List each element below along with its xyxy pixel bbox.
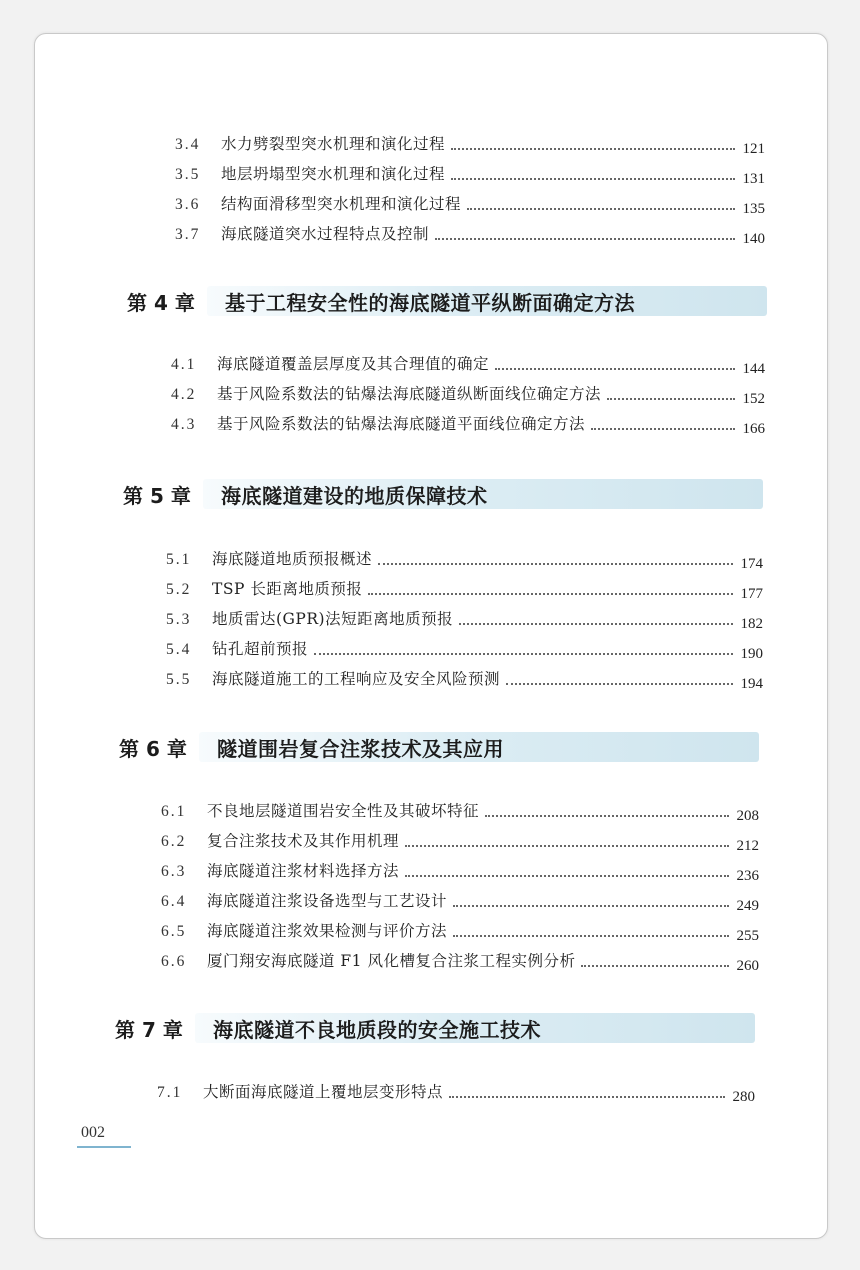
dot-leader xyxy=(449,1095,724,1098)
chapter-label: 第 7 章 xyxy=(115,1017,183,1042)
toc-entry[interactable] xyxy=(166,607,763,631)
toc-entry[interactable] xyxy=(166,547,763,571)
toc-entry[interactable] xyxy=(161,859,759,883)
dot-leader xyxy=(453,904,728,907)
entry-page: 212 xyxy=(736,838,759,854)
entry-number: 6.5 xyxy=(161,923,187,940)
toc-entry[interactable] xyxy=(161,799,759,823)
book-page xyxy=(34,33,828,1239)
entry-title: 结构面滑移型突水机理和演化过程 xyxy=(221,195,462,213)
entry-title: TSP 长距离地质预报 xyxy=(212,580,363,598)
entry-number: 5.3 xyxy=(166,611,192,628)
entry-number: 5.2 xyxy=(166,581,192,598)
entry-title: 海底隧道施工的工程响应及安全风险预测 xyxy=(212,670,501,688)
entry-page: 121 xyxy=(742,141,765,157)
entry-page: 131 xyxy=(742,171,765,187)
entry-title: 水力劈裂型突水机理和演化过程 xyxy=(221,135,446,153)
entry-number: 6.3 xyxy=(161,863,187,880)
toc-entry[interactable] xyxy=(161,889,759,913)
entry-number: 5.1 xyxy=(166,551,192,568)
entry-page: 182 xyxy=(740,616,763,632)
dot-leader xyxy=(453,934,728,937)
entry-page: 140 xyxy=(742,231,765,247)
dot-leader xyxy=(451,147,734,150)
dot-leader xyxy=(451,177,734,180)
entry-title: 海底隧道注浆设备选型与工艺设计 xyxy=(207,892,448,910)
dot-leader xyxy=(459,622,732,625)
toc-entry[interactable] xyxy=(166,637,763,661)
entry-title: 复合注浆技术及其作用机理 xyxy=(207,832,400,850)
page-number-rule xyxy=(77,1146,131,1148)
entry-number: 3.6 xyxy=(175,196,201,213)
dot-leader xyxy=(314,652,732,655)
entry-page: 152 xyxy=(742,391,765,407)
entry-number: 7.1 xyxy=(157,1084,183,1101)
entry-number: 3.7 xyxy=(175,226,201,243)
toc-entry[interactable] xyxy=(171,412,765,436)
entry-title: 海底隧道覆盖层厚度及其合理值的确定 xyxy=(217,355,490,373)
entry-page: 144 xyxy=(742,361,765,377)
entry-title: 基于风险系数法的钻爆法海底隧道平面线位确定方法 xyxy=(217,415,586,433)
entry-page: 135 xyxy=(742,201,765,217)
entry-title: 不良地层隧道围岩安全性及其破坏特征 xyxy=(207,802,480,820)
entry-number: 4.1 xyxy=(171,356,197,373)
entry-number: 6.2 xyxy=(161,833,187,850)
toc-entry[interactable] xyxy=(175,192,765,216)
table-of-contents xyxy=(35,34,827,1238)
dot-leader xyxy=(405,844,728,847)
toc-entry[interactable] xyxy=(161,949,759,973)
toc-entry[interactable] xyxy=(161,919,759,943)
dot-leader xyxy=(591,427,734,430)
dot-leader xyxy=(495,367,734,370)
entry-page: 249 xyxy=(736,898,759,914)
toc-entry[interactable] xyxy=(171,382,765,406)
entry-title: 大断面海底隧道上覆地层变形特点 xyxy=(203,1083,444,1101)
chapter-heading[interactable] xyxy=(123,477,763,511)
entry-page: 260 xyxy=(736,958,759,974)
dot-leader xyxy=(581,964,728,967)
chapter-title: 隧道围岩复合注浆技术及其应用 xyxy=(217,736,504,761)
entry-number: 6.1 xyxy=(161,803,187,820)
entry-title: 海底隧道地质预报概述 xyxy=(212,550,373,568)
toc-entry[interactable] xyxy=(157,1080,755,1104)
toc-entry[interactable] xyxy=(175,222,765,246)
entry-title: 海底隧道突水过程特点及控制 xyxy=(221,225,430,243)
entry-number: 5.5 xyxy=(166,671,192,688)
dot-leader xyxy=(485,814,728,817)
entry-title: 海底隧道注浆效果检测与评价方法 xyxy=(207,922,448,940)
dot-leader xyxy=(368,592,732,595)
entry-page: 177 xyxy=(740,586,763,602)
entry-title: 海底隧道注浆材料选择方法 xyxy=(207,862,400,880)
toc-entry[interactable] xyxy=(175,132,765,156)
chapter-heading[interactable] xyxy=(115,1011,755,1045)
entry-page: 190 xyxy=(740,646,763,662)
entry-page: 174 xyxy=(740,556,763,572)
chapter-label: 第 6 章 xyxy=(119,736,187,761)
dot-leader xyxy=(405,874,728,877)
toc-entry[interactable] xyxy=(175,162,765,186)
chapter-heading[interactable] xyxy=(127,284,767,318)
chapter-heading[interactable] xyxy=(119,730,759,764)
entry-number: 6.4 xyxy=(161,893,187,910)
dot-leader xyxy=(435,237,734,240)
toc-entry[interactable] xyxy=(166,667,763,691)
chapter-label: 第 5 章 xyxy=(123,483,191,508)
entry-title: 地层坍塌型突水机理和演化过程 xyxy=(221,165,446,183)
chapter-title: 海底隧道不良地质段的安全施工技术 xyxy=(213,1017,541,1042)
dot-leader xyxy=(467,207,734,210)
chapter-label: 第 4 章 xyxy=(127,290,195,315)
entry-page: 208 xyxy=(736,808,759,824)
chapter-title: 基于工程安全性的海底隧道平纵断面确定方法 xyxy=(225,290,635,315)
entry-number: 3.5 xyxy=(175,166,201,183)
entry-page: 194 xyxy=(740,676,763,692)
entry-number: 3.4 xyxy=(175,136,201,153)
entry-number: 6.6 xyxy=(161,953,187,970)
entry-page: 166 xyxy=(742,421,765,437)
dot-leader xyxy=(378,562,732,565)
page-number: 002 xyxy=(81,1124,105,1141)
entry-title: 厦门翔安海底隧道 F1 风化槽复合注浆工程实例分析 xyxy=(207,952,576,970)
dot-leader xyxy=(506,682,732,685)
chapter-title: 海底隧道建设的地质保障技术 xyxy=(221,483,488,508)
entry-page: 280 xyxy=(732,1089,755,1105)
toc-entry[interactable] xyxy=(171,352,765,376)
entry-number: 5.4 xyxy=(166,641,192,658)
entry-page: 255 xyxy=(736,928,759,944)
entry-title: 地质雷达(GPR)法短距离地质预报 xyxy=(212,610,454,628)
entry-title: 钻孔超前预报 xyxy=(212,640,309,658)
entry-title: 基于风险系数法的钻爆法海底隧道纵断面线位确定方法 xyxy=(217,385,602,403)
dot-leader xyxy=(607,397,734,400)
toc-entry[interactable] xyxy=(161,829,759,853)
entry-number: 4.2 xyxy=(171,386,197,403)
entry-number: 4.3 xyxy=(171,416,197,433)
entry-page: 236 xyxy=(736,868,759,884)
toc-entry[interactable] xyxy=(166,577,763,601)
